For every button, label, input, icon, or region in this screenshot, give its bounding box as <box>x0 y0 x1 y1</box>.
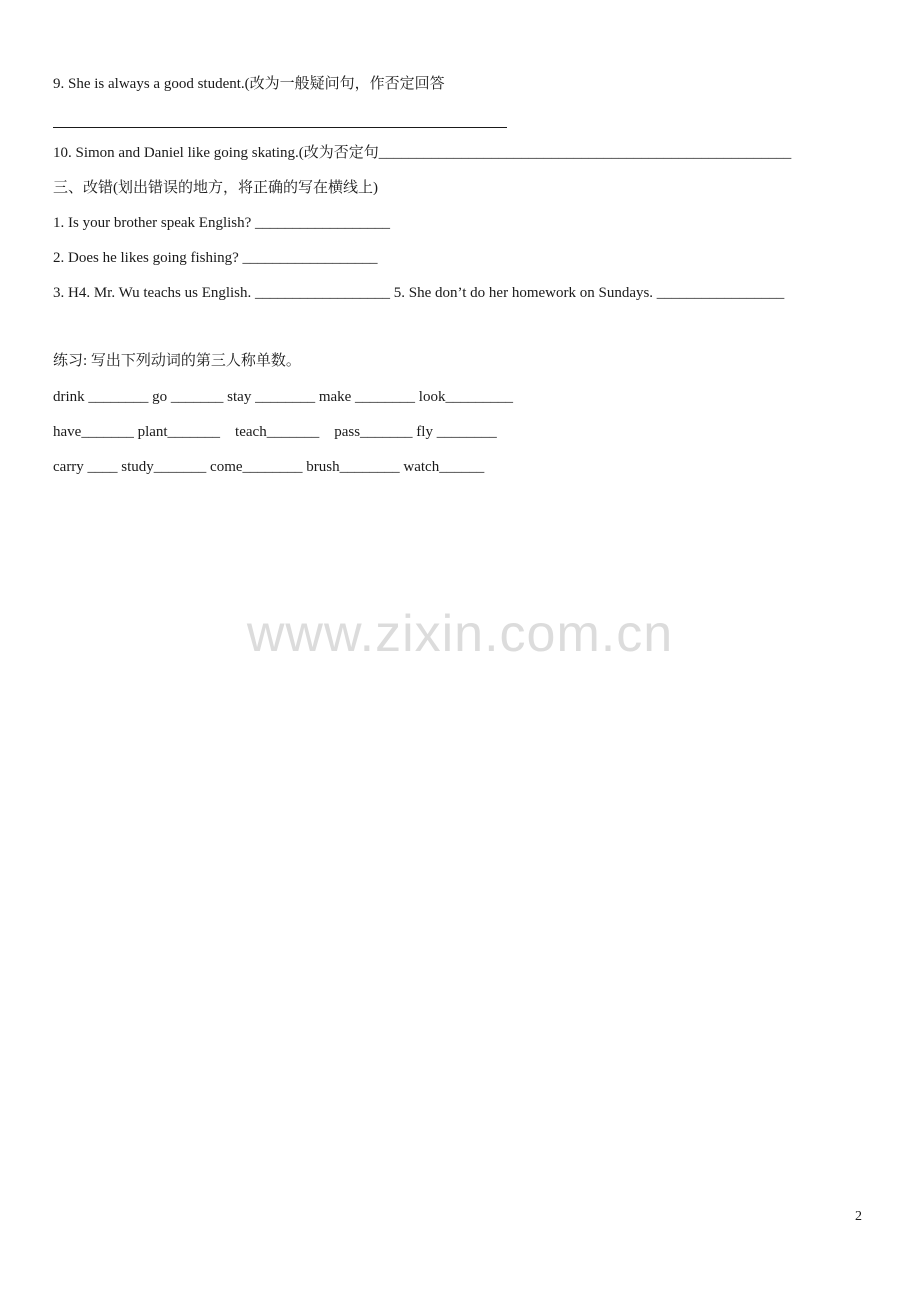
verb-row-2: have_______ plant_______ teach_______ pass_______ fly ________ <box>53 424 497 440</box>
correction-item-2: 2. Does he likes going fishing? __________________ <box>53 250 378 266</box>
verb-row-1: drink ________ go _______ stay ________ make ________ look_________ <box>53 389 513 405</box>
exercise-9: 9. She is always a good student.(改为一般疑问句，作否定回答 <box>53 76 445 92</box>
exercise-10: 10. Simon and Daniel like going skating.(改为否定句_______________________________________________________ <box>53 145 792 161</box>
verb-row-3: carry ____ study_______ come________ brush________ watch______ <box>53 459 485 475</box>
section-three-heading: 三、改错(划出错误的地方，将正确的写在横线上) <box>53 180 378 196</box>
answer-line-9 <box>53 127 507 128</box>
correction-item-1: 1. Is your brother speak English? __________________ <box>53 215 391 231</box>
practice-heading: 练习: 写出下列动词的第三人称单数。 <box>53 353 301 369</box>
watermark: www.zixin.com.cn <box>246 605 674 663</box>
correction-item-3: 3. H4. Mr. Wu teachs us English. __________________ 5. She don’t do her homework on Sundays. _________________ <box>53 285 785 301</box>
page-number: 2 <box>855 1209 862 1224</box>
